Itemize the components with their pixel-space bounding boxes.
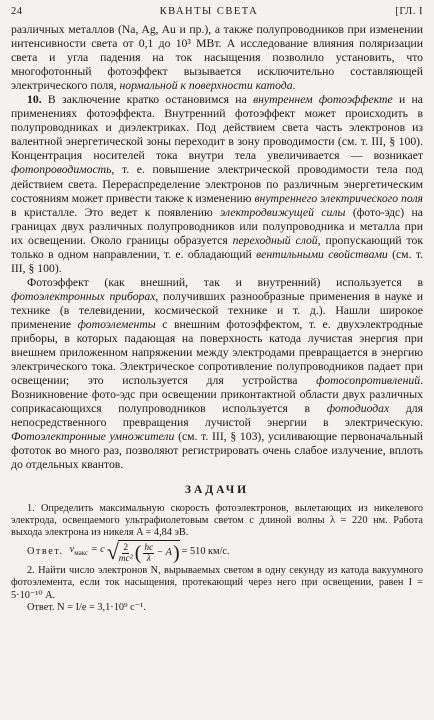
italic-term: фотоэлементы <box>77 317 156 331</box>
italic-term: фотосопротивлений <box>316 374 421 388</box>
paragraph-3: Фотоэффект (как внешний, так и внутренний) используется в фотоэлектронных приборах, получивших разнообразные применения в науке и технике (в телевидении, космической технике и т. д.). Нашли широкое применение фотоэлементы с внешним фотоэффектом, т. е. двухэлектродные приборы, в которых падающая на поверхность катода лучистая энергия при внешнем приложенном напряжении между электродами превращается в энергию электрического тока. Электрическое сопротивление полупроводников падает при освещении; это используется для устройства фотосопротивлений. Возникновение фото-эдс при освещении приконтактной области двух различных соприкасающихся полупроводников используется в фотодиодах для непосредственного превращения лучистой энергии в электрическую. Фотоэлектронные умножители (см. т. III, § 103), усиливающие первоначальный фототок во много раз, позволяют регистрировать очень слабое излучение, вплоть до отдельных квантов. <box>11 275 424 472</box>
task-1-text: 1. Определить максимальную скорость фотоэлектронов, вылетающих из никелевого электрода, освещаемого ультрафиолетовым светом с длиной волны λ = 220 нм. Работа выхода электрона из никеля A = 4,84 эВ. <box>11 502 423 539</box>
running-title: КВАНТЫ СВЕТА <box>159 6 259 17</box>
italic-term: внутреннего электрического поля <box>254 191 423 205</box>
answer-label: Ответ. <box>27 545 64 557</box>
answer-formula: $v_{макс} = c$ √ $\frac{2}{\text{mc²}}$ ( $\frac{hc}{\lambda}$ − A ) = 510 км/с. <box>69 538 230 565</box>
italic-term: нормальной к поверхности катода <box>119 79 293 93</box>
tasks-heading: ЗАДАЧИ <box>184 483 250 496</box>
section-number: 10. <box>27 93 42 107</box>
italic-term: фотодиодах <box>326 402 390 416</box>
body-text <box>11 23 423 473</box>
page-header <box>11 6 423 17</box>
page-number: 24 <box>11 6 23 17</box>
italic-term: фотоэлектронных приборах <box>11 289 156 303</box>
paragraph-2: 10. В заключение кратко остановимся на внутреннем фотоэффекте и на применениях фотоэффекта. Внутренний фотоэффект может происходить в полупроводниках и диэлектриках. Под действием света часть электронов из валентной энергетической зоны переходит в зону проводимости (см. т. III, § 100). Концентрация носителей тока внутри тела увеличивается — возникает фотопроводимость, т. е. повышение электрической проводимости тела под действием света. Перераспределение электронов по различным энергетическим состояниям может привести также к изменению внутреннего электрического поля в кристалле. Это ведет к появлению электродвижущей силы (фото-эдс) на границах двух различных полупроводников или полупроводника и металла при их освещении. Около границы образуется переходный слой, пропускающий ток только в одном направлении, т. е. обладающий вентильными свойствами (см. т. III, § 100). <box>11 93 423 275</box>
italic-term: внутреннем фотоэффекте <box>253 93 393 107</box>
italic-term: Фотоэлектронные умножители <box>11 430 175 444</box>
task-1 <box>11 503 423 564</box>
paragraph-1: различных металлов (Na, Ag, Au и пр.), а также полупроводников при изменении интенсивности света от 0,1 до 10³ МВт. А исследование влияния поляризации света и угла падения на ток насыщения позволило установить, что многофотонный фотоэффект вызывается исключительно составляющей электрического поля, нормальной к поверхности катода. <box>11 23 423 93</box>
italic-term: вентильными свойствами <box>256 247 388 261</box>
chapter-label: [ГЛ. I <box>395 6 423 17</box>
italic-term: фотопроводимость <box>11 163 112 177</box>
sqrt-symbol: √ $\frac{2}{\text{mc²}}$ ( $\frac{hc}{\lambda}$ − A ) <box>106 538 180 565</box>
italic-term: электродвижущей силы <box>220 205 346 219</box>
task-1-answer <box>11 540 423 564</box>
task-2-answer: Ответ. N = I/e = 3,1·10⁹ с⁻¹. <box>27 601 146 613</box>
task-2 <box>11 565 423 615</box>
italic-term: переходный слой <box>232 233 318 247</box>
task-2-text: 2. Найти число электронов N, вырываемых светом в одну секунду из катода вакуумного фотоэлемента, если ток насыщения, протекающий через него при освещении, равен I = 5·10⁻¹⁰ А. <box>11 564 423 601</box>
